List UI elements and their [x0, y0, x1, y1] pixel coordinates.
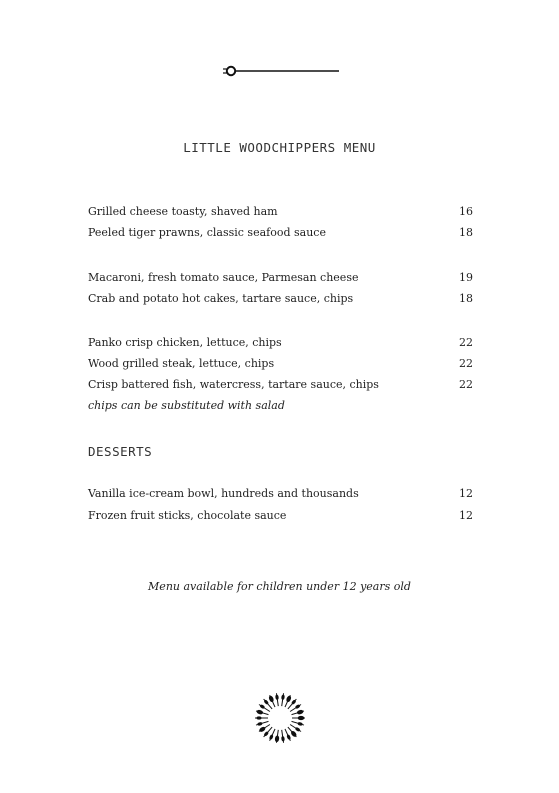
menu-item-name: Crisp battered fish, watercress, tartare sauce, chips [88, 378, 379, 391]
availability-note: Menu available for children under 12 years old [148, 580, 411, 593]
key-line-icon [222, 63, 340, 79]
menu-item [88, 357, 473, 373]
menu-item-price: 18 [459, 226, 473, 239]
menu-item [88, 226, 473, 242]
desserts-heading: DESSERTS [88, 444, 153, 459]
menu-item-price: 12 [459, 487, 473, 500]
menu-item [88, 336, 473, 352]
menu-item [88, 205, 473, 221]
menu-item-name: Crab and potato hot cakes, tartare sauce, chips [88, 292, 354, 305]
menu-item-name: Macaroni, fresh tomato sauce, Parmesan cheese [88, 271, 359, 284]
menu-item-name: Panko crisp chicken, lettuce, chips [88, 336, 282, 349]
menu-item-price: 22 [459, 336, 473, 349]
dessert-item [88, 509, 473, 525]
menu-item-price: 22 [459, 378, 473, 391]
menu-item-price: 12 [459, 509, 473, 522]
menu-title: LITTLE WOODCHIPPERS MENU [183, 140, 376, 155]
utensil-burst-icon [252, 690, 308, 746]
menu-item-name: Frozen fruit sticks, chocolate sauce [88, 509, 287, 522]
menu-item-price: 19 [459, 271, 473, 284]
dessert-item [88, 487, 473, 503]
menu-item-name: Grilled cheese toasty, shaved ham [88, 205, 278, 218]
menu-item [88, 292, 473, 308]
menu-item-name: Vanilla ice-cream bowl, hundreds and thousands [88, 487, 359, 500]
menu-item-name: Peeled tiger prawns, classic seafood sauce [88, 226, 326, 239]
menu-item-price: 18 [459, 292, 473, 305]
substitution-note: chips can be substituted with salad [88, 399, 285, 412]
menu-item-name: Wood grilled steak, lettuce, chips [88, 357, 275, 370]
menu-item-price: 16 [459, 205, 473, 218]
menu-item [88, 378, 473, 394]
menu-item-price: 22 [459, 357, 473, 370]
menu-item [88, 271, 473, 287]
